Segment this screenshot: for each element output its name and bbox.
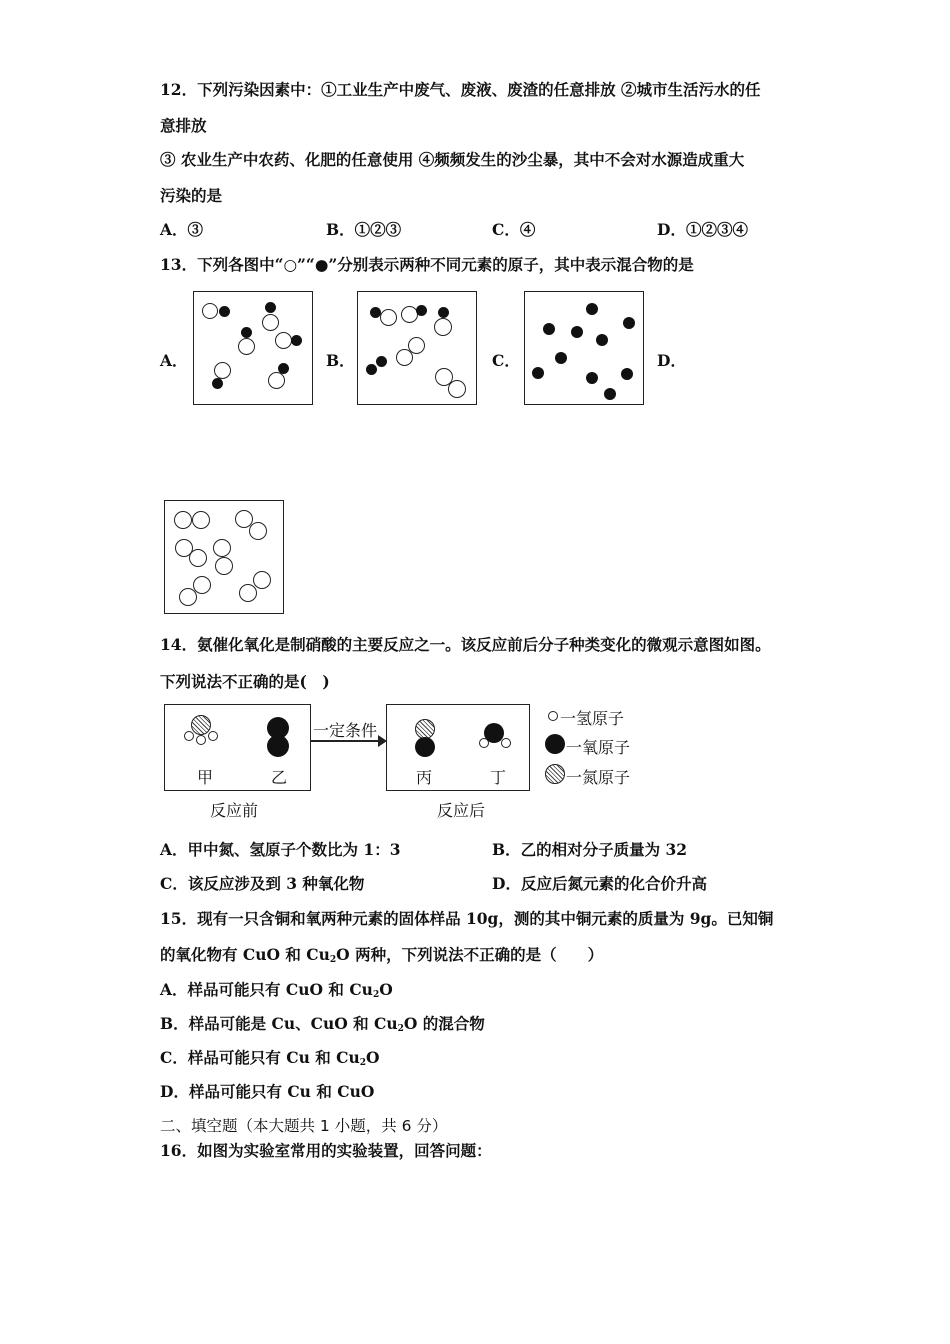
q12-line1: 12．下列污染因素中：①工业生产中废气、废液、废渣的任意排放 ②城市生活污水的任: [160, 80, 761, 99]
q15-option-a: [160, 978, 393, 1000]
black-atom: [212, 378, 223, 389]
white-atom: [249, 522, 267, 540]
black-atom: [291, 335, 302, 346]
white-atom: [202, 303, 218, 319]
hydrogen-atom: [208, 731, 218, 741]
white-atom: [215, 557, 233, 575]
products-box: [386, 704, 530, 791]
black-atom: [586, 303, 598, 315]
q15-option-a-part2: O: [379, 980, 393, 999]
hydrogen-atom: [501, 738, 511, 748]
white-atom: [174, 511, 192, 529]
label-jia: 甲: [197, 768, 214, 787]
hydrogen-atom: [479, 738, 489, 748]
q12-line2: 意排放: [160, 116, 207, 135]
q14-line1: 14．氨催化氧化是制硝酸的主要反应之一。该反应前后分子种类变化的微观示意图如图。: [160, 635, 771, 654]
q15-line2-part2: O 两种，下列说法不正确的是（ ）: [336, 945, 604, 964]
q12-option-d: D．①②③④: [657, 220, 748, 239]
q15-option-b: [160, 1012, 485, 1034]
q13-stem: 13．下列各图中“○”“●”分别表示两种不同元素的原子，其中表示混合物的是: [160, 255, 694, 274]
black-atom: [571, 326, 583, 338]
q12-option-b: B．①②③: [326, 220, 402, 239]
white-atom: [193, 576, 211, 594]
black-atom: [555, 352, 567, 364]
white-atom: [192, 511, 210, 529]
q14-option-c: C．该反应涉及到 3 种氧化物: [160, 874, 365, 893]
subscript-2: 2: [372, 990, 380, 1000]
hydrogen-legend-icon: [548, 711, 558, 721]
black-atom: [621, 368, 633, 380]
q13-label-d: D．: [657, 351, 686, 370]
white-atom: [448, 380, 466, 398]
black-atom: [366, 364, 377, 375]
black-atom: [219, 306, 230, 317]
hydrogen-atom: [184, 731, 194, 741]
black-atom: [596, 334, 608, 346]
legend-hydrogen: 一氢原子: [560, 709, 625, 728]
q12-option-c: C．④: [492, 220, 536, 239]
black-atom: [543, 323, 555, 335]
black-atom: [532, 367, 544, 379]
q13-figure-a: [193, 291, 313, 405]
legend-oxygen: 一氧原子: [566, 738, 631, 757]
subscript-2: 2: [397, 1024, 404, 1034]
white-atom: [214, 362, 231, 379]
legend-nitrogen: 一氮原子: [566, 768, 631, 787]
reaction-arrow: [310, 740, 382, 742]
q15-option-a-part1: A．样品可能只有 CuO 和 Cu: [160, 980, 373, 999]
subscript-2: 2: [329, 955, 337, 965]
white-atom: [380, 309, 397, 326]
black-atom: [376, 356, 387, 367]
q15-option-c: [160, 1046, 380, 1068]
oxygen-atom: [267, 735, 289, 757]
q13-figure-c: [524, 291, 644, 405]
nitrogen-legend-icon: [545, 764, 565, 784]
q14-option-b: B．乙的相对分子质量为 32: [492, 840, 688, 859]
black-atom: [586, 372, 598, 384]
white-atom: [213, 539, 231, 557]
section-2-heading: 二、填空题（本大题共 1 小题，共 6 分）: [160, 1117, 448, 1135]
q14-line2: 下列说法不正确的是( ): [160, 672, 330, 691]
white-atom: [238, 338, 255, 355]
reaction-condition: 一定条件: [313, 721, 378, 740]
oxygen-legend-icon: [545, 734, 565, 754]
black-atom: [416, 305, 427, 316]
black-atom: [438, 307, 449, 318]
q12-option-a: A．③: [160, 220, 204, 239]
white-atom: [268, 372, 285, 389]
white-atom: [253, 571, 271, 589]
q15-option-d: D．样品可能只有 Cu 和 CuO: [160, 1082, 375, 1101]
reactants-box: [164, 704, 311, 791]
label-ding: 丁: [490, 768, 507, 787]
white-atom: [189, 549, 207, 567]
black-atom: [241, 327, 252, 338]
q15-option-b-part2: O 的混合物: [403, 1014, 485, 1033]
q15-option-c-part1: C．样品可能只有 Cu 和 Cu: [160, 1048, 360, 1067]
q16-stem: 16．如图为实验室常用的实验装置，回答问题：: [160, 1141, 492, 1160]
nitrogen-atom: [415, 719, 435, 739]
q15-line1: 15．现有一只含铜和氧两种元素的固体样品 10g，测的其中铜元素的质量为 9g。已知铜: [160, 909, 774, 928]
hydrogen-atom: [196, 735, 206, 745]
q12-line3: ③ 农业生产中农药、化肥的任意使用 ④频频发生的沙尘暴，其中不会对水源造成重大: [160, 150, 745, 169]
q13-figure-b: [357, 291, 477, 405]
q15-option-c-part2: O: [366, 1048, 380, 1067]
q15-line2: [160, 943, 603, 965]
label-after: 反应后: [437, 801, 486, 820]
q14-option-d: D．反应后氮元素的化合价升高: [492, 874, 707, 893]
q13-figure-d: [164, 500, 284, 614]
label-before: 反应前: [210, 801, 259, 820]
black-atom: [265, 302, 276, 313]
q13-label-c: C．: [492, 351, 520, 370]
q15-line2-part1: 的氧化物有 CuO 和 Cu: [160, 945, 330, 964]
q15-option-b-part1: B．样品可能是 Cu、CuO 和 Cu: [160, 1014, 398, 1033]
white-atom: [262, 314, 279, 331]
label-bing: 丙: [416, 768, 433, 787]
subscript-2: 2: [359, 1058, 367, 1068]
label-yi: 乙: [271, 768, 288, 787]
black-atom: [604, 388, 616, 400]
q14-option-a: A．甲中氮、氢原子个数比为 1：3: [160, 840, 401, 859]
white-atom: [396, 349, 413, 366]
black-atom: [623, 317, 635, 329]
oxygen-atom: [415, 737, 435, 757]
q13-label-a: A．: [160, 351, 188, 370]
q13-label-b: B．: [326, 351, 355, 370]
white-atom: [434, 318, 452, 336]
white-atom: [239, 584, 257, 602]
q12-line4: 污染的是: [160, 186, 223, 205]
white-atom: [275, 332, 292, 349]
